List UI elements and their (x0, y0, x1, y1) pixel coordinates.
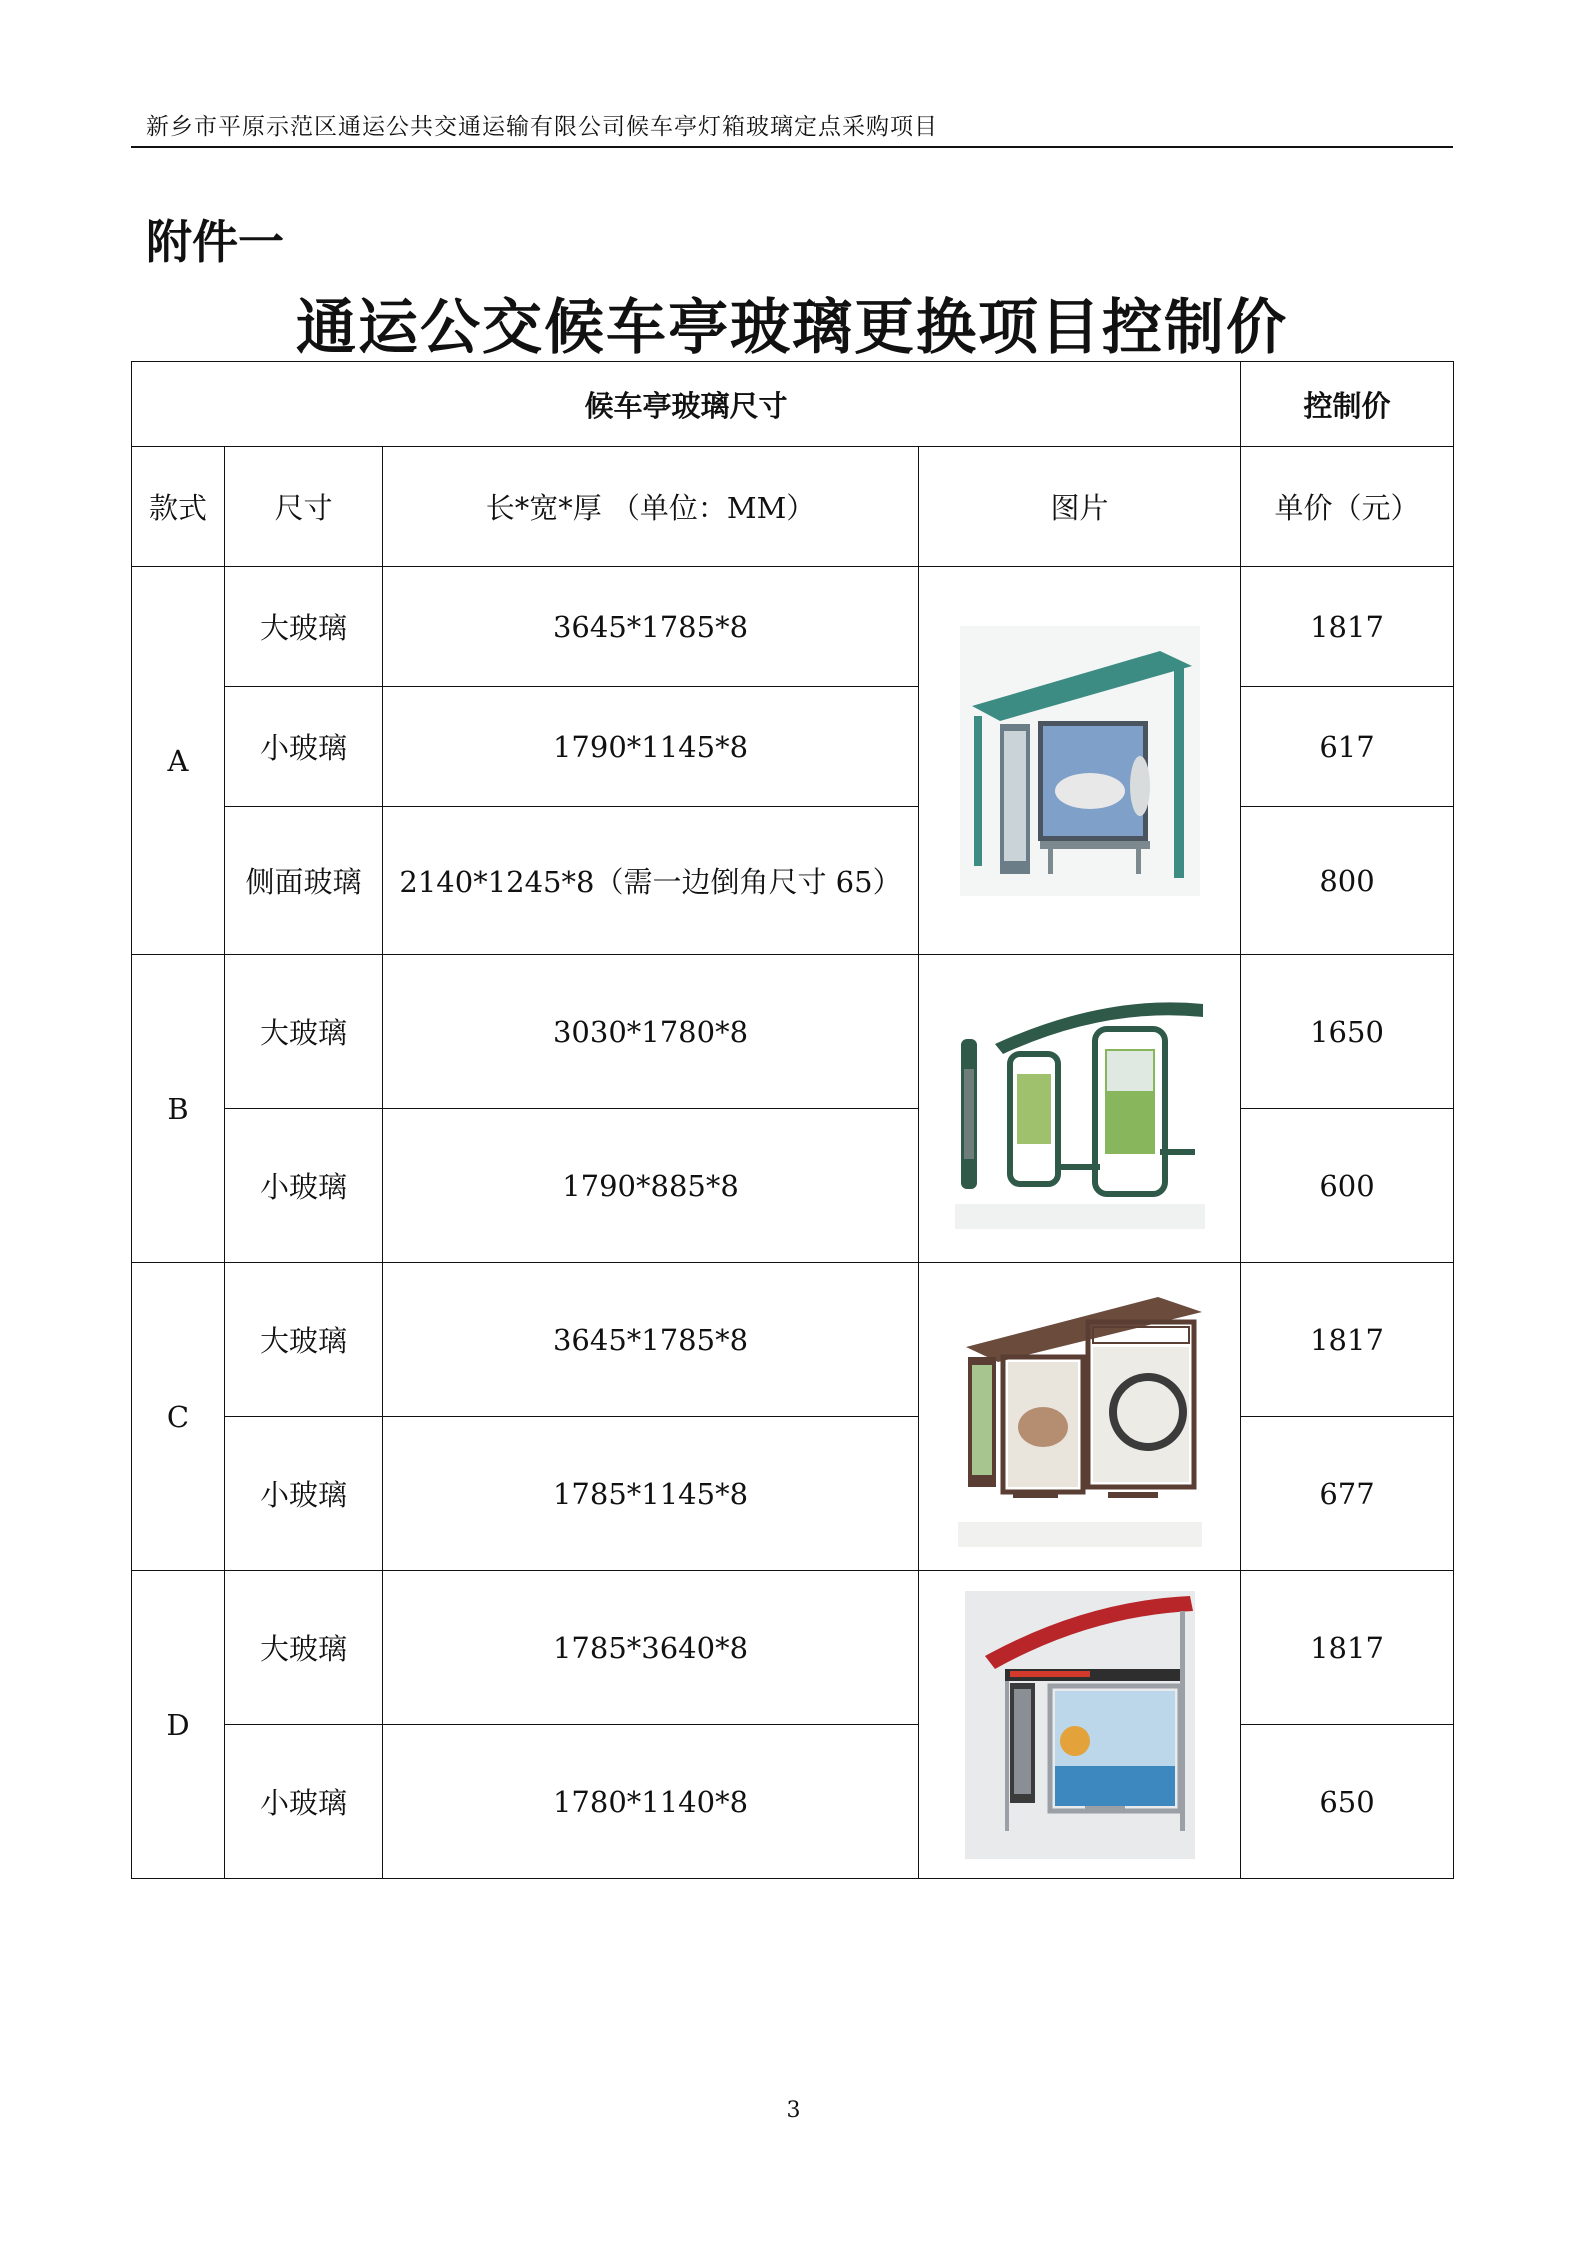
dimensions-cell: 2140*1245*8（需一边倒角尺寸 65） (383, 807, 919, 955)
size-cell: 小玻璃 (225, 1725, 383, 1879)
dimensions-cell: 1780*1140*8 (383, 1725, 919, 1879)
price-group-header: 控制价 (1241, 362, 1454, 447)
size-cell: 大玻璃 (225, 1263, 383, 1417)
col-header-dimensions: 长*宽*厚 （单位：MM） (383, 447, 919, 567)
size-cell: 大玻璃 (225, 567, 383, 687)
bus-shelter-c-photo (958, 1287, 1202, 1547)
price-cell: 800 (1241, 807, 1454, 955)
col-header-size: 尺寸 (225, 447, 383, 567)
size-group-header: 候车亭玻璃尺寸 (132, 362, 1241, 447)
table-row (132, 687, 1454, 807)
price-table (131, 361, 1454, 1879)
table-row (132, 1725, 1454, 1879)
size-cell: 大玻璃 (225, 1571, 383, 1725)
col-header-picture: 图片 (919, 447, 1241, 567)
size-cell: 小玻璃 (225, 1109, 383, 1263)
price-cell: 600 (1241, 1109, 1454, 1263)
size-cell: 侧面玻璃 (225, 807, 383, 955)
table-row (132, 807, 1454, 955)
size-cell: 大玻璃 (225, 955, 383, 1109)
size-cell: 小玻璃 (225, 1417, 383, 1571)
price-cell: 650 (1241, 1725, 1454, 1879)
bus-shelter-d-photo (965, 1591, 1195, 1859)
shelter-image-b (919, 955, 1241, 1263)
running-header: 新乡市平原示范区通运公共交通运输有限公司候车亭灯箱玻璃定点采购项目 (146, 114, 938, 140)
attachment-label: 附件一 (146, 215, 284, 269)
shelter-image-a (919, 567, 1241, 955)
dimensions-cell: 3030*1780*8 (383, 955, 919, 1109)
style-cell-b: B (132, 955, 225, 1263)
dimensions-cell: 1785*1145*8 (383, 1417, 919, 1571)
bus-shelter-a-photo (960, 626, 1200, 896)
header-divider (131, 146, 1453, 148)
size-cell: 小玻璃 (225, 687, 383, 807)
dimensions-cell: 1785*3640*8 (383, 1571, 919, 1725)
bus-shelter-b-photo (955, 989, 1205, 1229)
page-title: 通运公交候车亭玻璃更换项目控制价 (296, 293, 1288, 363)
shelter-image-c (919, 1263, 1241, 1571)
page-number: 3 (786, 2098, 801, 2123)
price-cell: 1650 (1241, 955, 1454, 1109)
col-header-unit-price: 单价（元） (1241, 447, 1454, 567)
table-row (132, 1571, 1454, 1725)
dimensions-cell: 1790*1145*8 (383, 687, 919, 807)
table-row (132, 955, 1454, 1109)
table-row (132, 1109, 1454, 1263)
dimensions-cell: 1790*885*8 (383, 1109, 919, 1263)
table-row (132, 1263, 1454, 1417)
col-header-style: 款式 (132, 447, 225, 567)
table-row (132, 567, 1454, 687)
dimensions-cell: 3645*1785*8 (383, 1263, 919, 1417)
shelter-image-d (919, 1571, 1241, 1879)
price-cell: 1817 (1241, 567, 1454, 687)
style-cell-d: D (132, 1571, 225, 1879)
style-cell-c: C (132, 1263, 225, 1571)
table-row (132, 1417, 1454, 1571)
price-cell: 1817 (1241, 1571, 1454, 1725)
price-cell: 617 (1241, 687, 1454, 807)
dimensions-cell: 3645*1785*8 (383, 567, 919, 687)
price-cell: 1817 (1241, 1263, 1454, 1417)
price-cell: 677 (1241, 1417, 1454, 1571)
style-cell-a: A (132, 567, 225, 955)
